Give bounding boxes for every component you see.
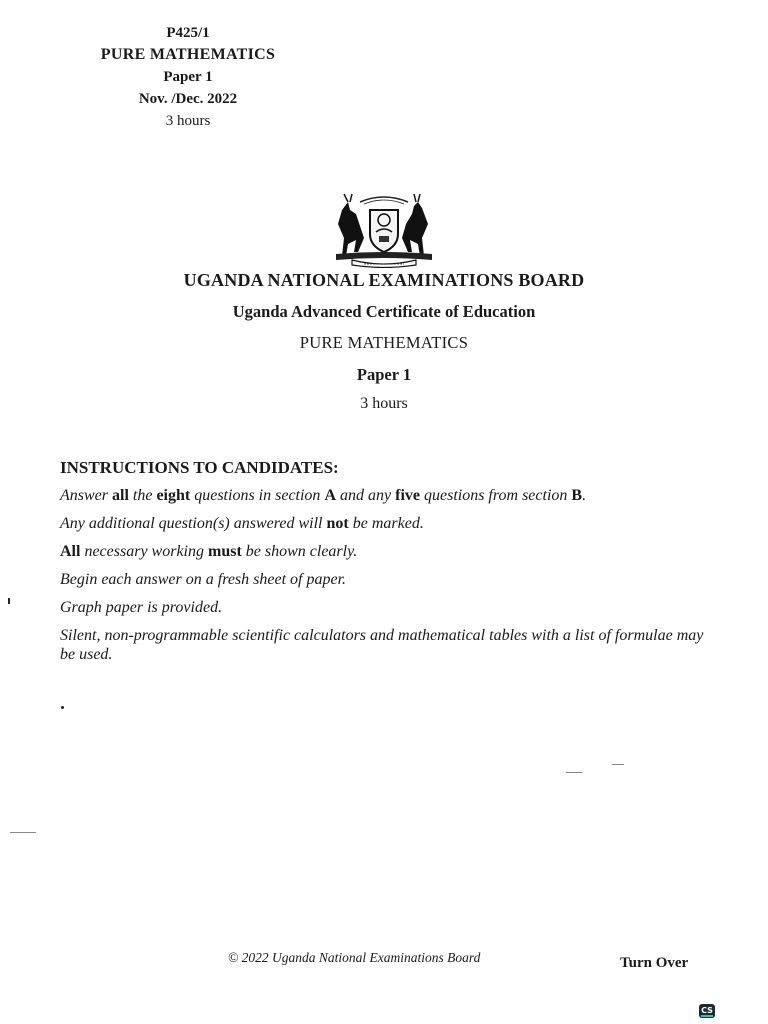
instructions-list	[60, 486, 720, 664]
instruction-item	[60, 570, 720, 589]
paper-header	[90, 22, 286, 132]
paper-number: Paper 1	[163, 69, 213, 85]
instruction-text: questions from section	[419, 487, 572, 504]
instruction-text: and any	[336, 487, 396, 504]
scanner-logo-icon: CS	[699, 1004, 715, 1018]
instruction-text: be shown clearly.	[241, 543, 358, 560]
instructions-section	[60, 458, 720, 673]
instruction-item	[60, 514, 720, 533]
turn-over-label: Turn Over	[620, 955, 689, 971]
paper-code: P425/1	[166, 25, 210, 41]
instruction-emphasis: five	[395, 487, 420, 504]
instructions-heading: INSTRUCTIONS TO CANDIDATES:	[60, 458, 339, 477]
instruction-emphasis: all	[112, 487, 129, 504]
paper-duration: 3 hours	[165, 113, 211, 129]
instruction-text: Begin each answer on a fresh sheet of paper.	[60, 571, 347, 588]
instruction-text: .	[582, 487, 587, 504]
paper-date: Nov. /Dec. 2022	[138, 91, 238, 107]
instruction-text: Silent, non-programmable scientific calculators and mathematical tables with a list of formulae may be used.	[60, 627, 704, 663]
board-name: UGANDA NATIONAL EXAMINATIONS BOARD	[183, 270, 585, 290]
scan-mark	[8, 598, 10, 604]
instruction-emphasis: B	[571, 487, 583, 504]
paper-subject: PURE MATHEMATICS	[100, 46, 276, 63]
certificate-name: Uganda Advanced Certificate of Education	[232, 302, 536, 321]
exam-duration: 3 hours	[360, 395, 408, 412]
instruction-text: Answer	[60, 487, 112, 504]
instruction-text: Any additional question(s) answered will	[60, 515, 327, 532]
stray-dot	[61, 706, 64, 709]
instruction-text: Graph paper is provided.	[60, 599, 223, 616]
instruction-item	[60, 626, 720, 664]
instruction-text: be marked.	[348, 515, 424, 532]
subject-title: PURE MATHEMATICS	[299, 333, 469, 352]
instruction-text: necessary working	[80, 543, 208, 560]
instruction-emphasis: eight	[156, 487, 191, 504]
coat-of-arms-emblem	[330, 190, 438, 268]
instruction-emphasis: must	[207, 543, 242, 560]
instruction-text: the	[128, 487, 157, 504]
instruction-emphasis: All	[60, 543, 81, 560]
copyright-notice: © 2022 Uganda National Examinations Board	[228, 950, 481, 965]
scan-mark	[566, 772, 582, 773]
instruction-emphasis: not	[326, 515, 349, 532]
instruction-item	[60, 542, 720, 561]
instruction-item	[60, 598, 720, 617]
instruction-emphasis: A	[324, 487, 336, 504]
instruction-item	[60, 486, 720, 505]
paper-title: Paper 1	[356, 365, 412, 384]
scan-mark	[612, 764, 624, 765]
instruction-text: questions in section	[190, 487, 325, 504]
scan-mark	[10, 832, 36, 833]
